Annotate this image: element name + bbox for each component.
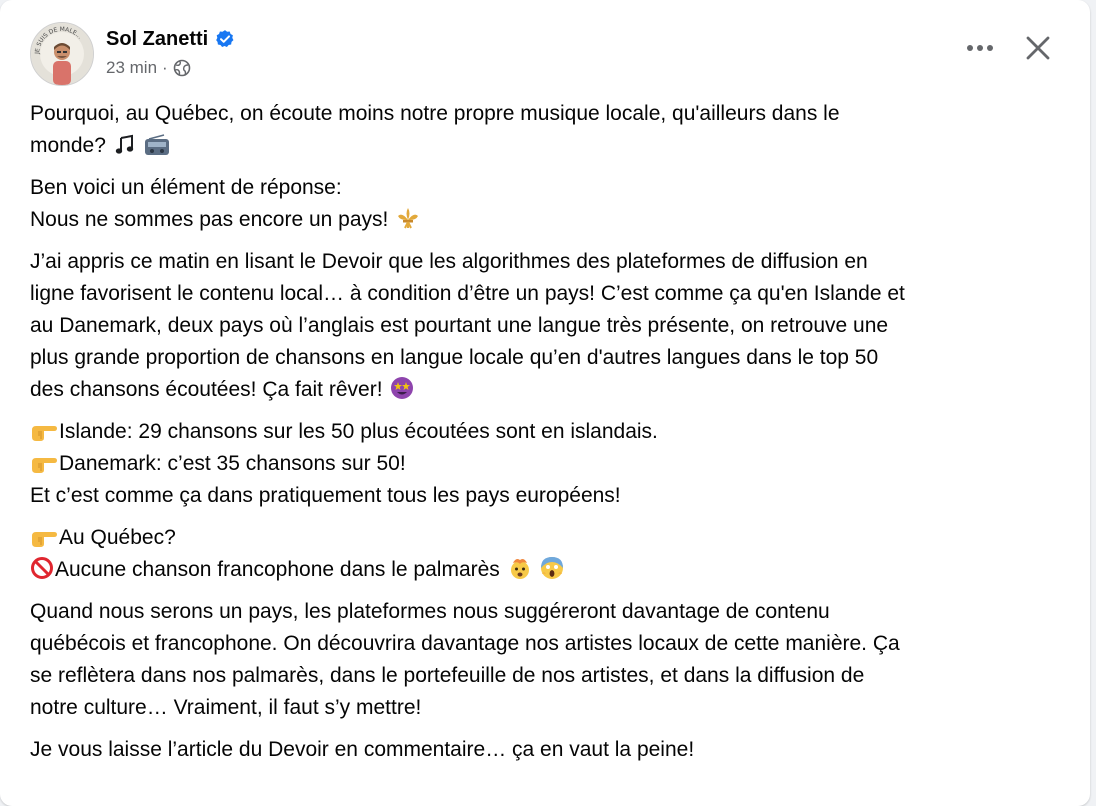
pointing-right-icon [30,526,58,548]
globe-icon[interactable] [173,59,191,77]
paragraph-future [30,596,1070,724]
text-fragment: Danemark: c’est 35 chansons sur 50! [59,452,406,475]
post-time[interactable]: 23 min [106,58,158,77]
svg-text:JE SUIS DE MALE...: JE SUIS DE MALE... [33,25,84,55]
paragraph-article [30,246,1070,406]
text-line: Quand nous serons un pays, les plateformes nous suggéreront davantage de contenu [30,600,830,623]
text-fragment: Nous ne sommes pas encore un pays! [30,208,389,231]
avatar[interactable] [30,22,94,86]
close-button[interactable] [1018,28,1058,68]
text-line: québécois et francophone. On découvrira davantage nos artistes locaux de cette manière. Ça [30,632,900,655]
pointing-right-icon [30,452,58,474]
paragraph-quebec [30,522,1070,586]
more-options-icon [966,44,994,52]
text-line-with-emoji [30,416,1070,448]
text-line-with-emoji [30,448,1070,480]
avatar-image [31,23,93,85]
meta-separator: · [162,58,168,77]
text-line: ligne favorisent le contenu local… à condition d’être un pays! C’est comme ça qu'en Islande et [30,282,905,305]
text-line: plus grande proportion de chansons en langue locale qu’en d'autres langues dans le top 50 [30,346,879,369]
text-line-with-emoji [30,204,1070,236]
author-block [106,26,235,78]
pointing-right-icon [30,420,58,442]
text-line-with-emoji [30,522,1070,554]
text-line-with-emoji [30,374,1070,406]
fleur-de-lis-icon [396,206,420,230]
text-line: Pourquoi, au Québec, on écoute moins notre propre musique locale, qu'ailleurs dans le [30,102,840,125]
radio-icon [144,134,170,156]
exploding-head-icon [508,556,532,580]
text-line: Ben voici un élément de réponse: [30,176,342,199]
text-line: J’ai appris ce matin en lisant le Devoir que les algorithmes des plateformes de diffusion en [30,250,868,273]
post-body [30,98,1070,776]
musical-note-icon [114,134,136,156]
post-header [30,22,1070,86]
text-fragment: monde? [30,134,106,157]
text-line: se reflètera dans nos palmarès, dans le portefeuille de nos artistes, et dans la diffusion de [30,664,865,687]
author-name[interactable]: Sol Zanetti [106,27,209,50]
close-icon [1026,36,1050,60]
star-struck-icon [390,376,414,400]
text-line: au Danemark, deux pays où l’anglais est pourtant une langue très présente, on retrouve une [30,314,889,337]
paragraph-closing [30,734,1070,766]
text-line: Je vous laisse l’article du Devoir en commentaire… ça en vaut la peine! [30,738,695,761]
paragraph-stats [30,416,1070,512]
more-options-button[interactable] [960,28,1000,68]
text-fragment: Aucune chanson francophone dans le palmarès [55,558,500,581]
text-line: Et c’est comme ça dans pratiquement tous les pays européens! [30,484,621,507]
text-line-with-emoji [30,554,1070,586]
screaming-face-icon [540,556,564,580]
paragraph-answer [30,172,1070,236]
author-line [106,26,235,52]
text-line: notre culture… Vraiment, il faut s’y mettre! [30,696,422,719]
paragraph-intro [30,98,1070,162]
text-fragment: Islande: 29 chansons sur les 50 plus écoutées sont en islandais. [59,420,658,443]
post-meta [106,58,235,78]
text-fragment: des chansons écoutées! Ça fait rêver! [30,378,383,401]
text-line-with-emoji [30,130,1070,162]
text-fragment: Au Québec? [59,526,176,549]
verified-badge-icon [215,29,235,49]
prohibited-icon [30,556,54,580]
